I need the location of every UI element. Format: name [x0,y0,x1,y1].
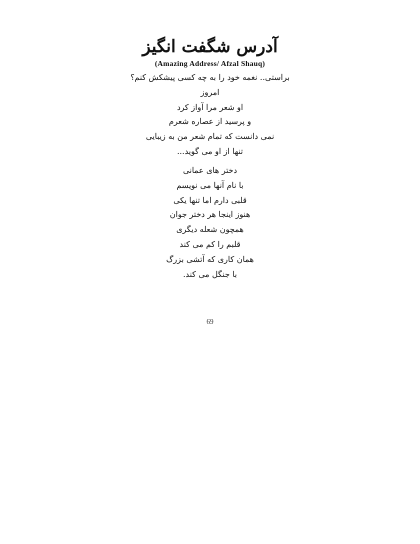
poem-title: آدرس شگفت انگیز [142,37,278,57]
poem-line: قلبی دارم اما تنها یکی [173,195,247,205]
poem-line: امروز [200,87,220,97]
poem-line: همچون شعله دیگری [176,225,244,235]
poem-line: همان کاری که آتشی بزرگ [166,254,254,264]
poem-line: با نام آنها می نویسم [176,180,244,190]
poem-line: هنوز اینجا هر دختر جوان [169,210,251,220]
poem-line: و پرسید از عصاره شعرم [168,117,252,127]
poem-subtitle: (Amazing Address/ Afzal Shauq) [154,59,266,68]
poem-line: او شعر مرا آواز کرد [176,102,244,112]
page-number: 69 [206,318,214,326]
poem-line: براستی.. نغمه خود را به چه کسی پیشکش کنم؟ [130,73,290,82]
poem-line: قلبم را کم می کند [179,239,241,249]
stanza-2 [0,164,420,282]
poem-line: تنها از او می گوید... [176,146,244,156]
poem-line: با جنگل می کند. [182,269,238,279]
poem-line: نمی دانست که تمام شعر من به زیبایی [145,132,275,142]
poem-line: دختر های عمانی [182,166,238,175]
stanza-1 [0,71,420,160]
